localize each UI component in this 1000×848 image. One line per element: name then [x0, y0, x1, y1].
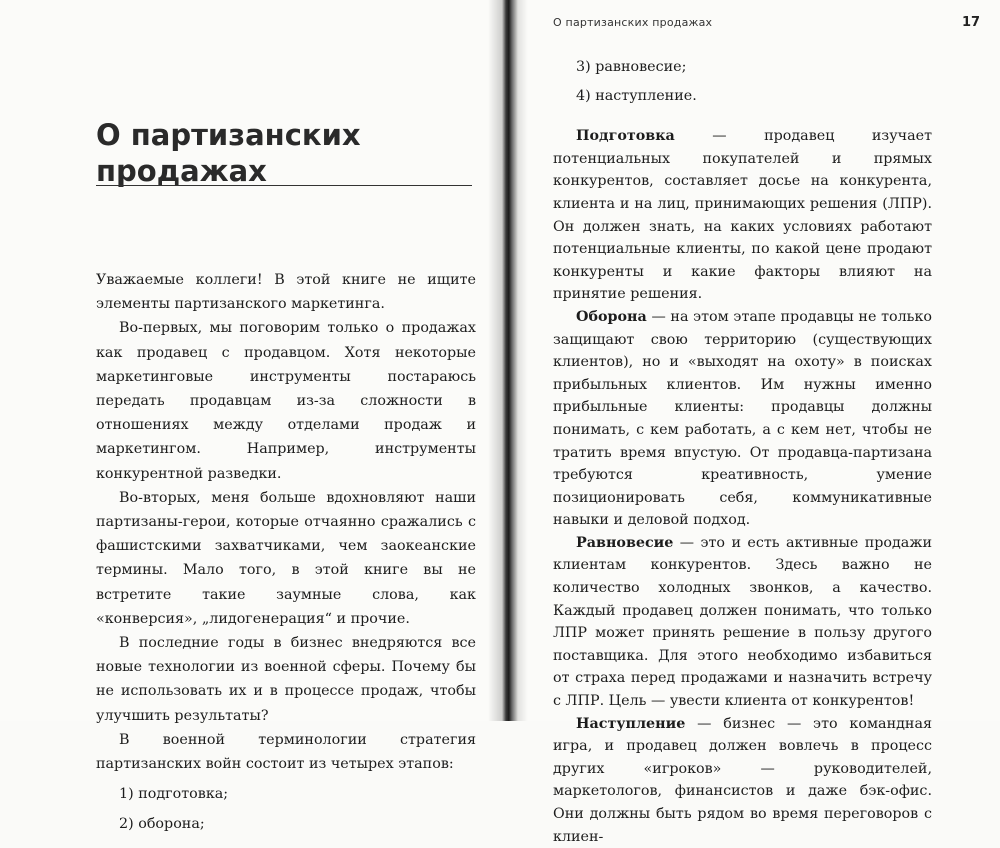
section-defense [553, 306, 932, 532]
paragraph: Во-вторых, меня больше вдохновляют наши партизаны-герои, которые отчаянно сражались с фашистскими захватчиками, чем заокеанские термины. Мало того, в этой книге вы не встретите такие заумные слова, как «конверсия», „лидогенерация“ и прочие. [96, 489, 476, 627]
section-text: — это и есть активные продажи клиентам конкурентов. Здесь важно не количество холодных звонков, а качество. Каждый продавец должен понимать, что только ЛПР может принять решение в пользу другого поставщика. Для этого необходимо избавиться от страха перед продажами и назначить встречу с ЛПР. Цель — увести клиента от конкурентов! [553, 534, 932, 710]
stages-list-continued [553, 56, 932, 107]
running-head: О партизанских продажах [553, 16, 713, 29]
term-preparation: Подготовка [576, 128, 675, 145]
right-body-text [553, 56, 932, 848]
term-equilibrium: Равновесие [576, 534, 674, 551]
list-item: 2) оборона; [119, 816, 205, 833]
paragraph: В последние годы в бизнес внедряются все новые технологии из военной сферы. Почему бы не использовать их и в процессе продаж, чтобы улучшить результаты? [96, 635, 476, 724]
title-underline [96, 185, 472, 186]
chapter-title-line1: О партизанских [96, 118, 361, 152]
list-item: 1) подготовка; [119, 786, 229, 803]
section-text: — бизнес — это командная игра, и продавец должен вовлечь в процесс других «игроков» — руководителей, маркетологов, финансистов и даже бэк-офис. Они должны быть рядом во время переговоров с клиен- [553, 715, 932, 845]
left-body-text [96, 268, 476, 843]
chapter-title [96, 117, 476, 189]
paragraph: Во-первых, мы поговорим только о продажах как продавец с продавцом. Хотя некоторые маркетинговые инструменты постараюсь передать продавцам из-за сложности в отношениях между отделами продаж и маркетингом. Например, инструменты конкурентной разведки. [96, 320, 476, 482]
section-text: — продавец изучает потенциальных покупателей и прямых конкурентов, составляет досье на конкурента, клиента и на лиц, принимающих решения (ЛПР). Он должен знать, на каких условиях работают потенциальные клиенты, по какой цене продают конкуренты и какие факторы влияют на принятие решения. [553, 128, 932, 303]
paragraph: В военной терминологии стратегия партизанских войн состоит из четырех этапов: [96, 731, 476, 773]
section-offensive [553, 713, 932, 848]
list-item: 3) равновесие; [576, 59, 687, 75]
section-preparation [553, 125, 932, 306]
left-page [0, 0, 505, 833]
term-offensive: Наступление [576, 715, 686, 732]
stages-list [96, 782, 476, 836]
section-equilibrium [553, 532, 932, 713]
section-text: — на этом этапе продавцы не только защищают свою территорию (существующих клиентов), но и «выходят на охоту» в поисках прибыльных клиентов. Им нужны именно прибыльные клиенты: продавцы должны понимать, с кем работать, а с кем нет, чтобы не тратить время впустую. От продавца-партизана требуются креативность, умение позиционировать себя, коммуникативные навыки и деловой подход. [553, 308, 932, 529]
term-defense: Оборона [576, 308, 647, 325]
paragraph: Уважаемые коллеги! В этой книге не ищите элементы партизанского маркетинга. [96, 272, 476, 313]
page-number: 17 [962, 15, 981, 30]
list-item: 4) наступление. [576, 87, 697, 104]
book-gutter [488, 0, 528, 721]
chapter-title-line2: продажах [96, 154, 267, 188]
